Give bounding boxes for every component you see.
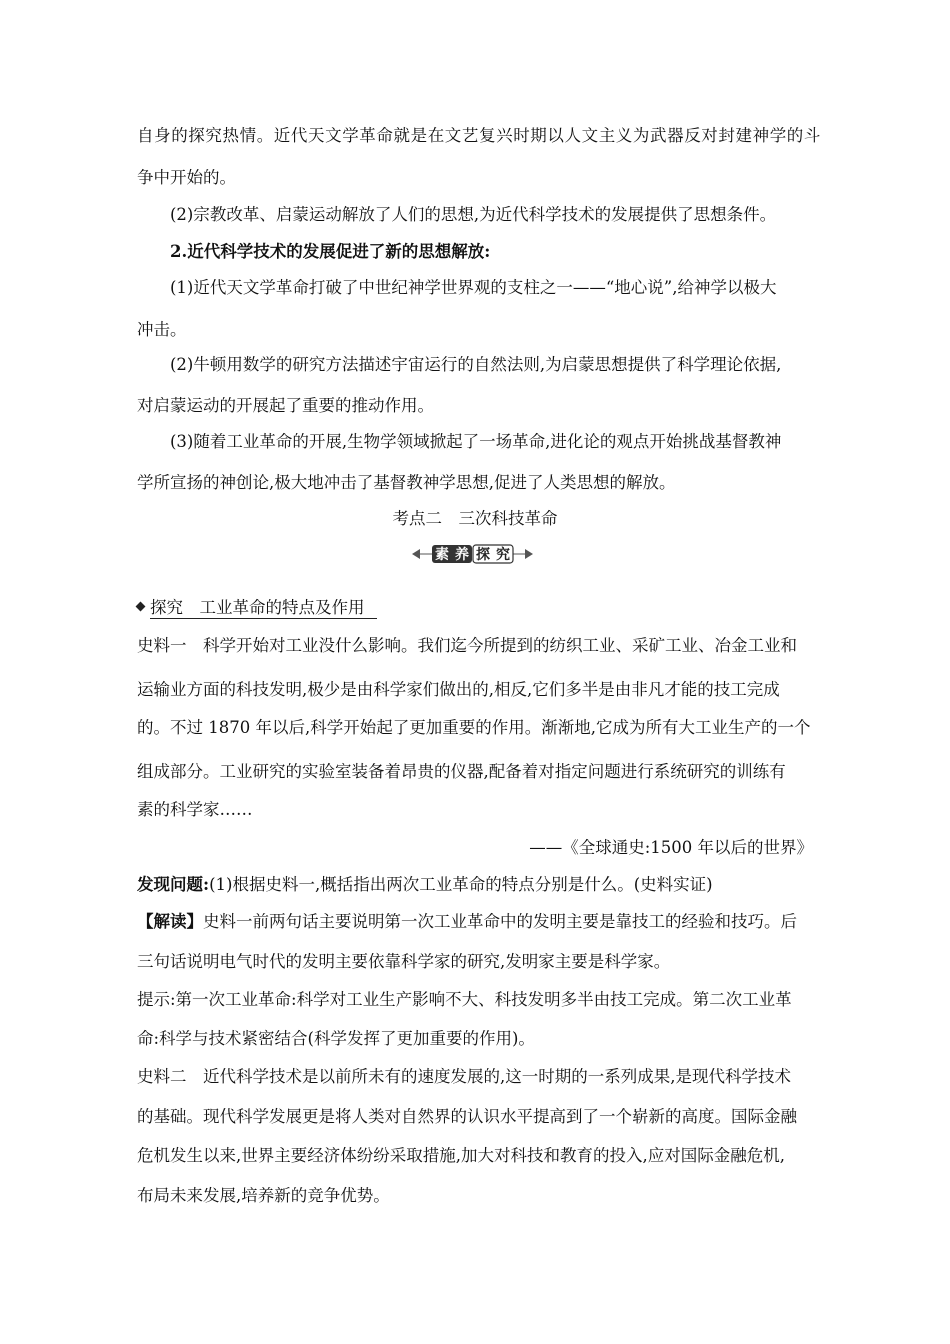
banner-char: 探 [476,547,490,563]
banner-char: 素 [435,547,449,563]
material-line: 组成部分。工业研究的实验室装备着昂贵的仪器,配备着对指定问题进行系统研究的训练有 [137,762,786,781]
material-line: 史料二 近代科学技术是以前所未有的速度发展的,这一时期的一系列成果,是现代科学技术 [137,1067,791,1086]
list-item-line: (3)随着工业革命的开展,生物学领域掀起了一场革命,进化论的观点开始挑战基督教神 [170,432,782,451]
hint-line: 命:科学与技术紧密结合(科学发挥了更加重要的作用)。 [137,1029,535,1048]
material-source: ——《全球通史:1500 年以后的世界》 [529,838,813,857]
banner-char: 养 [455,547,469,563]
question-line [137,875,713,895]
material-line: 素的科学家…… [137,800,253,819]
hint-line: 提示:第一次工业革命:科学对工业生产影响不大、科技发明多半由技工完成。第二次工业革 [137,990,792,1009]
list-item-line: (2)牛顿用数学的研究方法描述宇宙运行的自然法则,为启蒙思想提供了科学理论依据, [170,355,782,374]
explore-title-text: 探究 工业革命的特点及作用 [150,598,377,619]
list-item-line: (1)近代天文学革命打破了中世纪神学世界观的支柱之一——“地心说”,给神学以极大 [170,278,777,297]
interpretation-label: 【解读】 [137,912,203,931]
material-line: 的基础。现代科学发展更是将人类对自然界的认识水平提高到了一个崭新的高度。国际金融 [137,1107,797,1126]
material-line: 的。不过 1870 年以后,科学开始起了更加重要的作用。渐渐地,它成为所有大工业生产的一个 [137,718,811,737]
paragraph-line: 自身的探究热情。近代天文学革命就是在文艺复兴时期以人文主义为武器反对封建神学的斗 [137,126,821,145]
list-item-line: 对启蒙运动的开展起了重要的推动作用。 [137,396,434,415]
list-item-line: 冲击。 [137,320,187,339]
material-line: 运输业方面的科技发明,极少是由科学家们做出的,相反,它们多半是由非凡才能的技工完成 [137,680,780,699]
material-line: 布局未来发展,培养新的竞争优势。 [137,1186,390,1205]
paragraph-line: 争中开始的。 [137,168,236,187]
list-item-line: 学所宣扬的神创论,极大地冲击了基督教神学思想,促进了人类思想的解放。 [137,473,676,492]
kaodian-title: 考点二 三次科技革命 [392,509,558,528]
explore-title [137,598,377,618]
question-text: (1)根据史料一,概括指出两次工业革命的特点分别是什么。(史料实证) [209,875,713,894]
material-line: 危机发生以来,世界主要经济体纷纷采取措施,加大对科技和教育的投入,应对国际金融危机, [137,1146,785,1165]
section-heading: 2.近代科学技术的发展促进了新的思想解放: [170,242,491,261]
suyang-tanjiu-banner [410,543,535,565]
material-line: 史料一 科学开始对工业没什么影响。我们迄今所提到的纺织工业、采矿工业、冶金工业和 [137,636,797,655]
interpretation-text: 史料一前两句话主要说明第一次工业革命中的发明主要是靠技工的经验和技巧。后 [203,912,797,931]
banner-char: 究 [496,547,510,563]
interpretation-line [137,912,797,932]
question-label: 发现问题: [137,875,210,894]
paragraph-line: (2)宗教改革、启蒙运动解放了人们的思想,为近代科学技术的发展提供了思想条件。 [170,205,777,224]
diamond-bullet-icon [136,602,146,612]
interpretation-line: 三句话说明电气时代的发明主要依靠科学家的研究,发明家主要是科学家。 [137,952,671,971]
